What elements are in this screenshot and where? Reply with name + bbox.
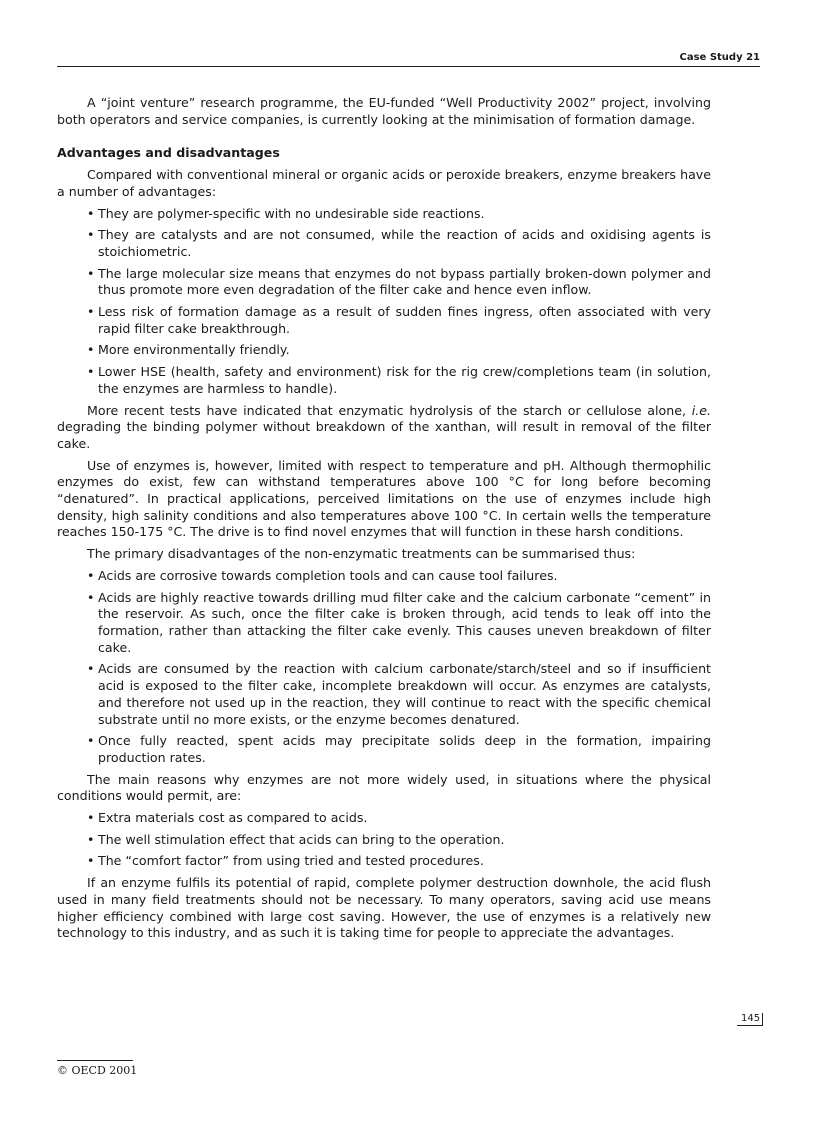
page-number: 145 bbox=[737, 1013, 763, 1026]
list-item: • They are polymer-specific with no undesirable side reactions. bbox=[57, 206, 711, 223]
advantages-intro: Compared with conventional mineral or organic acids or peroxide breakers, enzyme breakers have a number of advantages: bbox=[57, 167, 711, 199]
reasons-intro: The main reasons why enzymes are not more widely used, in situations where the physical conditions would permit, are: bbox=[57, 771, 711, 804]
list-item: • The well stimulation effect that acids can bring to the operation. bbox=[57, 832, 711, 849]
page-body bbox=[57, 95, 711, 942]
list-item: • They are catalysts and are not consumed, while the reaction of acids and oxidising agents is stoichiometric. bbox=[57, 227, 711, 260]
recent-tests-paragraph bbox=[57, 403, 711, 453]
disadvantages-intro: The primary disadvantages of the non-enzymatic treatments can be summarised thus: bbox=[87, 546, 636, 562]
conclusion-paragraph: If an enzyme fulfils its potential of rapid, complete polymer destruction downhole, the acid flush used in many field treatments should not be necessary. To many operators, saving acid use means higher efficiency combined with large cost saving. However, the use of enzymes is a relatively new technology to this industry, and as such it is taking time for people to appreciate the advantages. bbox=[57, 875, 711, 941]
reasons-list bbox=[57, 810, 711, 870]
recent-tests-end: degrading the binding polymer without breakdown of the xanthan, will result in removal of the filter cake. bbox=[57, 419, 711, 451]
list-item: • Extra materials cost as compared to acids. bbox=[57, 810, 711, 827]
recent-tests-ie: i.e. bbox=[691, 402, 711, 418]
intro-paragraph: A “joint venture” research programme, the EU-funded “Well Productivity 2002” project, involving both operators and service companies, is currently looking at the minimisation of formation damage. bbox=[57, 95, 711, 127]
disadvantages-list bbox=[57, 568, 711, 767]
list-item: • Once fully reacted, spent acids may precipitate solids deep in the formation, impairing production rates. bbox=[57, 733, 711, 766]
list-item: • The large molecular size means that enzymes do not bypass partially broken-down polymer and thus promote more even degradation of the filter cake and hence even inflow. bbox=[57, 266, 711, 299]
section-heading: Advantages and disadvantages bbox=[57, 145, 280, 161]
limitations-paragraph: Use of enzymes is, however, limited with respect to temperature and pH. Although thermophilic enzymes do exist, few can withstand temperatures above 100 °C for long before becoming “denatured”. In practical applications, perceived limitations on the use of enzymes include high density, high salinity conditions and also temperatures above 100 °C. In certain wells the temperature reaches 150-175 °C. The drive is to find novel enzymes that will function in these harsh conditions. bbox=[57, 457, 711, 540]
list-item: • The “comfort factor” from using tried and tested procedures. bbox=[57, 853, 711, 870]
list-item: • Less risk of formation damage as a result of sudden fines ingress, often associated with very rapid filter cake breakthrough. bbox=[57, 304, 711, 337]
running-header: Case Study 21 bbox=[679, 52, 760, 63]
list-item: • Acids are corrosive towards completion tools and can cause tool failures. bbox=[57, 568, 711, 585]
list-item: • Lower HSE (health, safety and environment) risk for the rig crew/completions team (in solution, the enzymes are harmless to handle). bbox=[57, 364, 711, 397]
footer-rule bbox=[57, 1060, 133, 1061]
list-item: • Acids are consumed by the reaction with calcium carbonate/starch/steel and so if insufficient acid is exposed to the filter cake, incomplete breakdown will occur. As enzymes are catalysts, and therefore not used up in the reaction, they will continue to react with the specific chemical substrate until no more exists, or the enzyme becomes denatured. bbox=[57, 661, 711, 728]
copyright-notice: © OECD 2001 bbox=[57, 1064, 138, 1077]
header-rule bbox=[57, 66, 760, 67]
recent-tests-start: More recent tests have indicated that enzymatic hydrolysis of the starch or cellulose alone, bbox=[87, 402, 686, 418]
list-item: • Acids are highly reactive towards drilling mud filter cake and the calcium carbonate “cement” in the reservoir. As such, once the filter cake is broken through, acid tends to leak off into the formation, rather than attacking the filter cake evenly. This causes uneven breakdown of filter cake. bbox=[57, 590, 711, 657]
advantages-list bbox=[57, 206, 711, 398]
list-item: • More environmentally friendly. bbox=[57, 342, 711, 359]
